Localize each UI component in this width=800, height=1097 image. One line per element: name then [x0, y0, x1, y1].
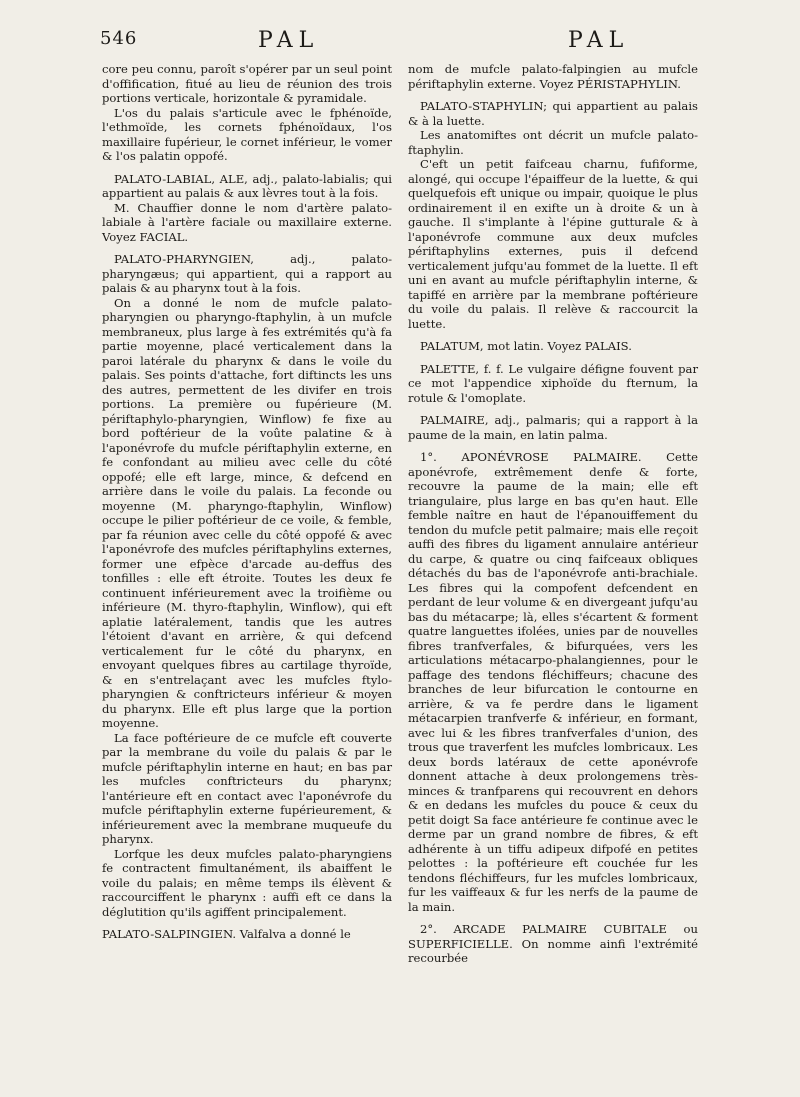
paragraph-arcade-palmaire: 2°. ARCADE PALMAIRE CUBITALE ou SUPERFICIELLE. On nomme ainfi l'extrémité recourbée — [408, 922, 698, 965]
paragraph: nom de mufcle palato-falpingien au mufcle périftaphylin externe. Voyez PÉRISTAPHYLIN. — [408, 62, 698, 91]
entry-palato-salpingien: PALATO-SALPINGIEN. Valfalva a donné le — [102, 927, 351, 941]
paragraph: core peu connu, paroît s'opérer par un seul point d'offification, fitué au lieu de réunion des trois portions verticale, horizontale & pyramidale. — [102, 62, 392, 105]
paragraph: Lorfque les deux mufcles palato-pharyngiens fe contractent fimultanément, ils abaiffent le voile du palais; en même temps ils élèvent & raccourciffent le pharynx : auffi eft ce dans la déglutition qu'ils agiffent principalement. — [102, 846, 392, 919]
paragraph: La face poftérieure de ce mufcle eft couverte par la membrane du voile du palais & par le mufcle périftaphylin interne en haut; en bas par les mufcles conftricteurs du pharynx; l'antérieure eft en contact avec l'aponévrofe du mufcle périftaphylin externe fupérieurement, & inférieurement avec la membrane muqueufe du pharynx. — [102, 730, 392, 846]
page-number: 546 — [100, 28, 138, 49]
paragraph: L'os du palais s'articule avec le fphénoïde, l'ethmoïde, les cornets fphénoïdaux, l'os maxillaire fupérieur, le cornet inférieur, le vomer & l'os palatin oppofé. — [102, 105, 392, 163]
paragraph: On a donné le nom de mufcle palato-pharyngien ou pharyngo-ftaphylin, à un mufcle membraneux, plus large à fes extrémités qu'à fa partie moyenne, placé verticalement dans la paroi latérale du pharynx & dans le voile du palais. Ses points d'attache, fort diftincts les uns des autres, permettent de les divifer en trois portions. La première ou fupérieure (M. périftaphylo-pharyngien, Winflow) fe fixe au bord poftérieur de la voûte palatine & à l'aponévrofe du mufcle périftaphylin externe, en fe confondant au milieu avec celle du côté oppofé; elle eft large, mince, & defcend en arrière dans le voile du palais. La feconde ou moyenne (M. pharyngo-ftaphylin, Winflow) occupe le pilier poftérieur de ce voile, & femble, par fa réunion avec celle du côté oppofé & avec l'aponévrofe des mufcles périftaphylins externes, former une efpèce d'arcade au-deffus des tonfilles : elle eft étroite. Toutes les deux fe continuent inférieurement avec la troifième ou inférieure (M. thyro-ftaphylin, Winflow), qui eft aplatie latéralement, tandis que les autres l'étoient d'avant en arrière, & qui defcend verticalement fur le côté du pharynx, en envoyant quelques fibres au cartilage thyroïde, & en s'entrelaçant avec les mufcles ftylo-pharyngien & conftricteurs inférieur & moyen du pharynx. Elle eft plus large que la portion moyenne. — [102, 295, 392, 730]
paragraph: C'eft un petit faifceau charnu, fufiforme, alongé, qui occupe l'épaiffeur de la luette, & qui quelquefois eft unique ou impair, quoique le plus ordinairement il en exifte un à droite & un à gauche. Il s'implante à l'épine gutturale & à l'aponévrofe commune aux deux mufcles périftaphylins externes, puis il defcend verticalement jufqu'au fommet de la luette. Il eft uni en avant au mufcle périftaphylin interne, & tapiffé en arrière par la membrane poftérieure du voile du palais. Il relève & raccourcit la luette. — [408, 157, 698, 331]
entry-palato-staphylin: PALATO-STAPHYLIN; qui appartient au palais & à la luette. — [408, 99, 698, 128]
left-column — [102, 62, 392, 942]
right-column — [408, 62, 698, 966]
paragraph-aponevrose-palmaire: 1°. APONÉVROSE PALMAIRE. Cette aponévrofe, extrêmement denfe & forte, recouvre la paume de la main; elle eft triangulaire, plus large en bas qu'en haut. Elle femble naître en haut de l'épanouiffement du tendon du mufcle petit palmaire; mais elle reçoit auffi des fibres du ligament annulaire antérieur du carpe, & quatre ou cinq faifceaux obliques détachés du bas de l'aponévrofe anti-brachiale. Les fibres qui la compofent defcendent en perdant de leur volume & en divergeant jufqu'au bas du métacarpe; là, elles s'écartent & forment quatre languettes ifolées, unies par de nouvelles fibres tranfverfales, & bifurquées, vers les articulations métacarpo-phalangiennes, pour le paffage des tendons fléchiffeurs; chacune des branches de leur bifurcation le contourne en arrière, & va fe perdre dans le ligament métacarpien tranfverfe & inférieur, en formant, avec lui & les fibres tranfverfales d'union, des trous que traverfent les mufcles lombricaux. Les deux bords latéraux de cette aponévrofe donnent attache à deux prolongemens très-minces & tranfparens qui recouvrent en dehors & en dedans les mufcles du pouce & ceux du petit doigt Sa face antérieure fe continue avec le derme par un grand nombre de fibres, & eft adhérente à un tiffu adipeux difpofé en petites pelottes : la poftérieure eft couchée fur les tendons fléchiffeurs, fur les mufcles lombricaux, fur les vaiffeaux & fur les nerfs de la paume de la main. — [408, 450, 698, 914]
paragraph: Les anatomiftes ont décrit un mufcle palato-ftaphylin. — [408, 128, 698, 157]
paragraph: M. Chauffier donne le nom d'artère palato-labiale à l'artère faciale ou maxillaire externe. Voyez FACIAL. — [102, 200, 392, 244]
right-running-head: PAL — [568, 28, 630, 53]
entry-palette: PALETTE, f. f. Le vulgaire défigne fouvent par ce mot l'appendice xiphoïde du fternum, la rotule & l'omoplate. — [408, 361, 698, 405]
entry-palatum: PALATUM, mot latin. Voyez PALAIS. — [420, 339, 632, 353]
entry-palato-pharyngien: PALATO-PHARYNGIEN, adj., palato-pharyngæus; qui appartient, qui a rapport au palais & au pharynx tout à la fois. — [102, 252, 392, 295]
left-running-head: PAL — [258, 28, 320, 53]
entry-palmaire: PALMAIRE, adj., palmaris; qui a rapport à la paume de la main, en latin palma. — [408, 413, 698, 442]
running-header — [100, 28, 700, 58]
entry-palato-labial: PALATO-LABIAL, ALE, adj., palato-labialis; qui appartient au palais & aux lèvres tout à la fois. — [102, 171, 392, 200]
